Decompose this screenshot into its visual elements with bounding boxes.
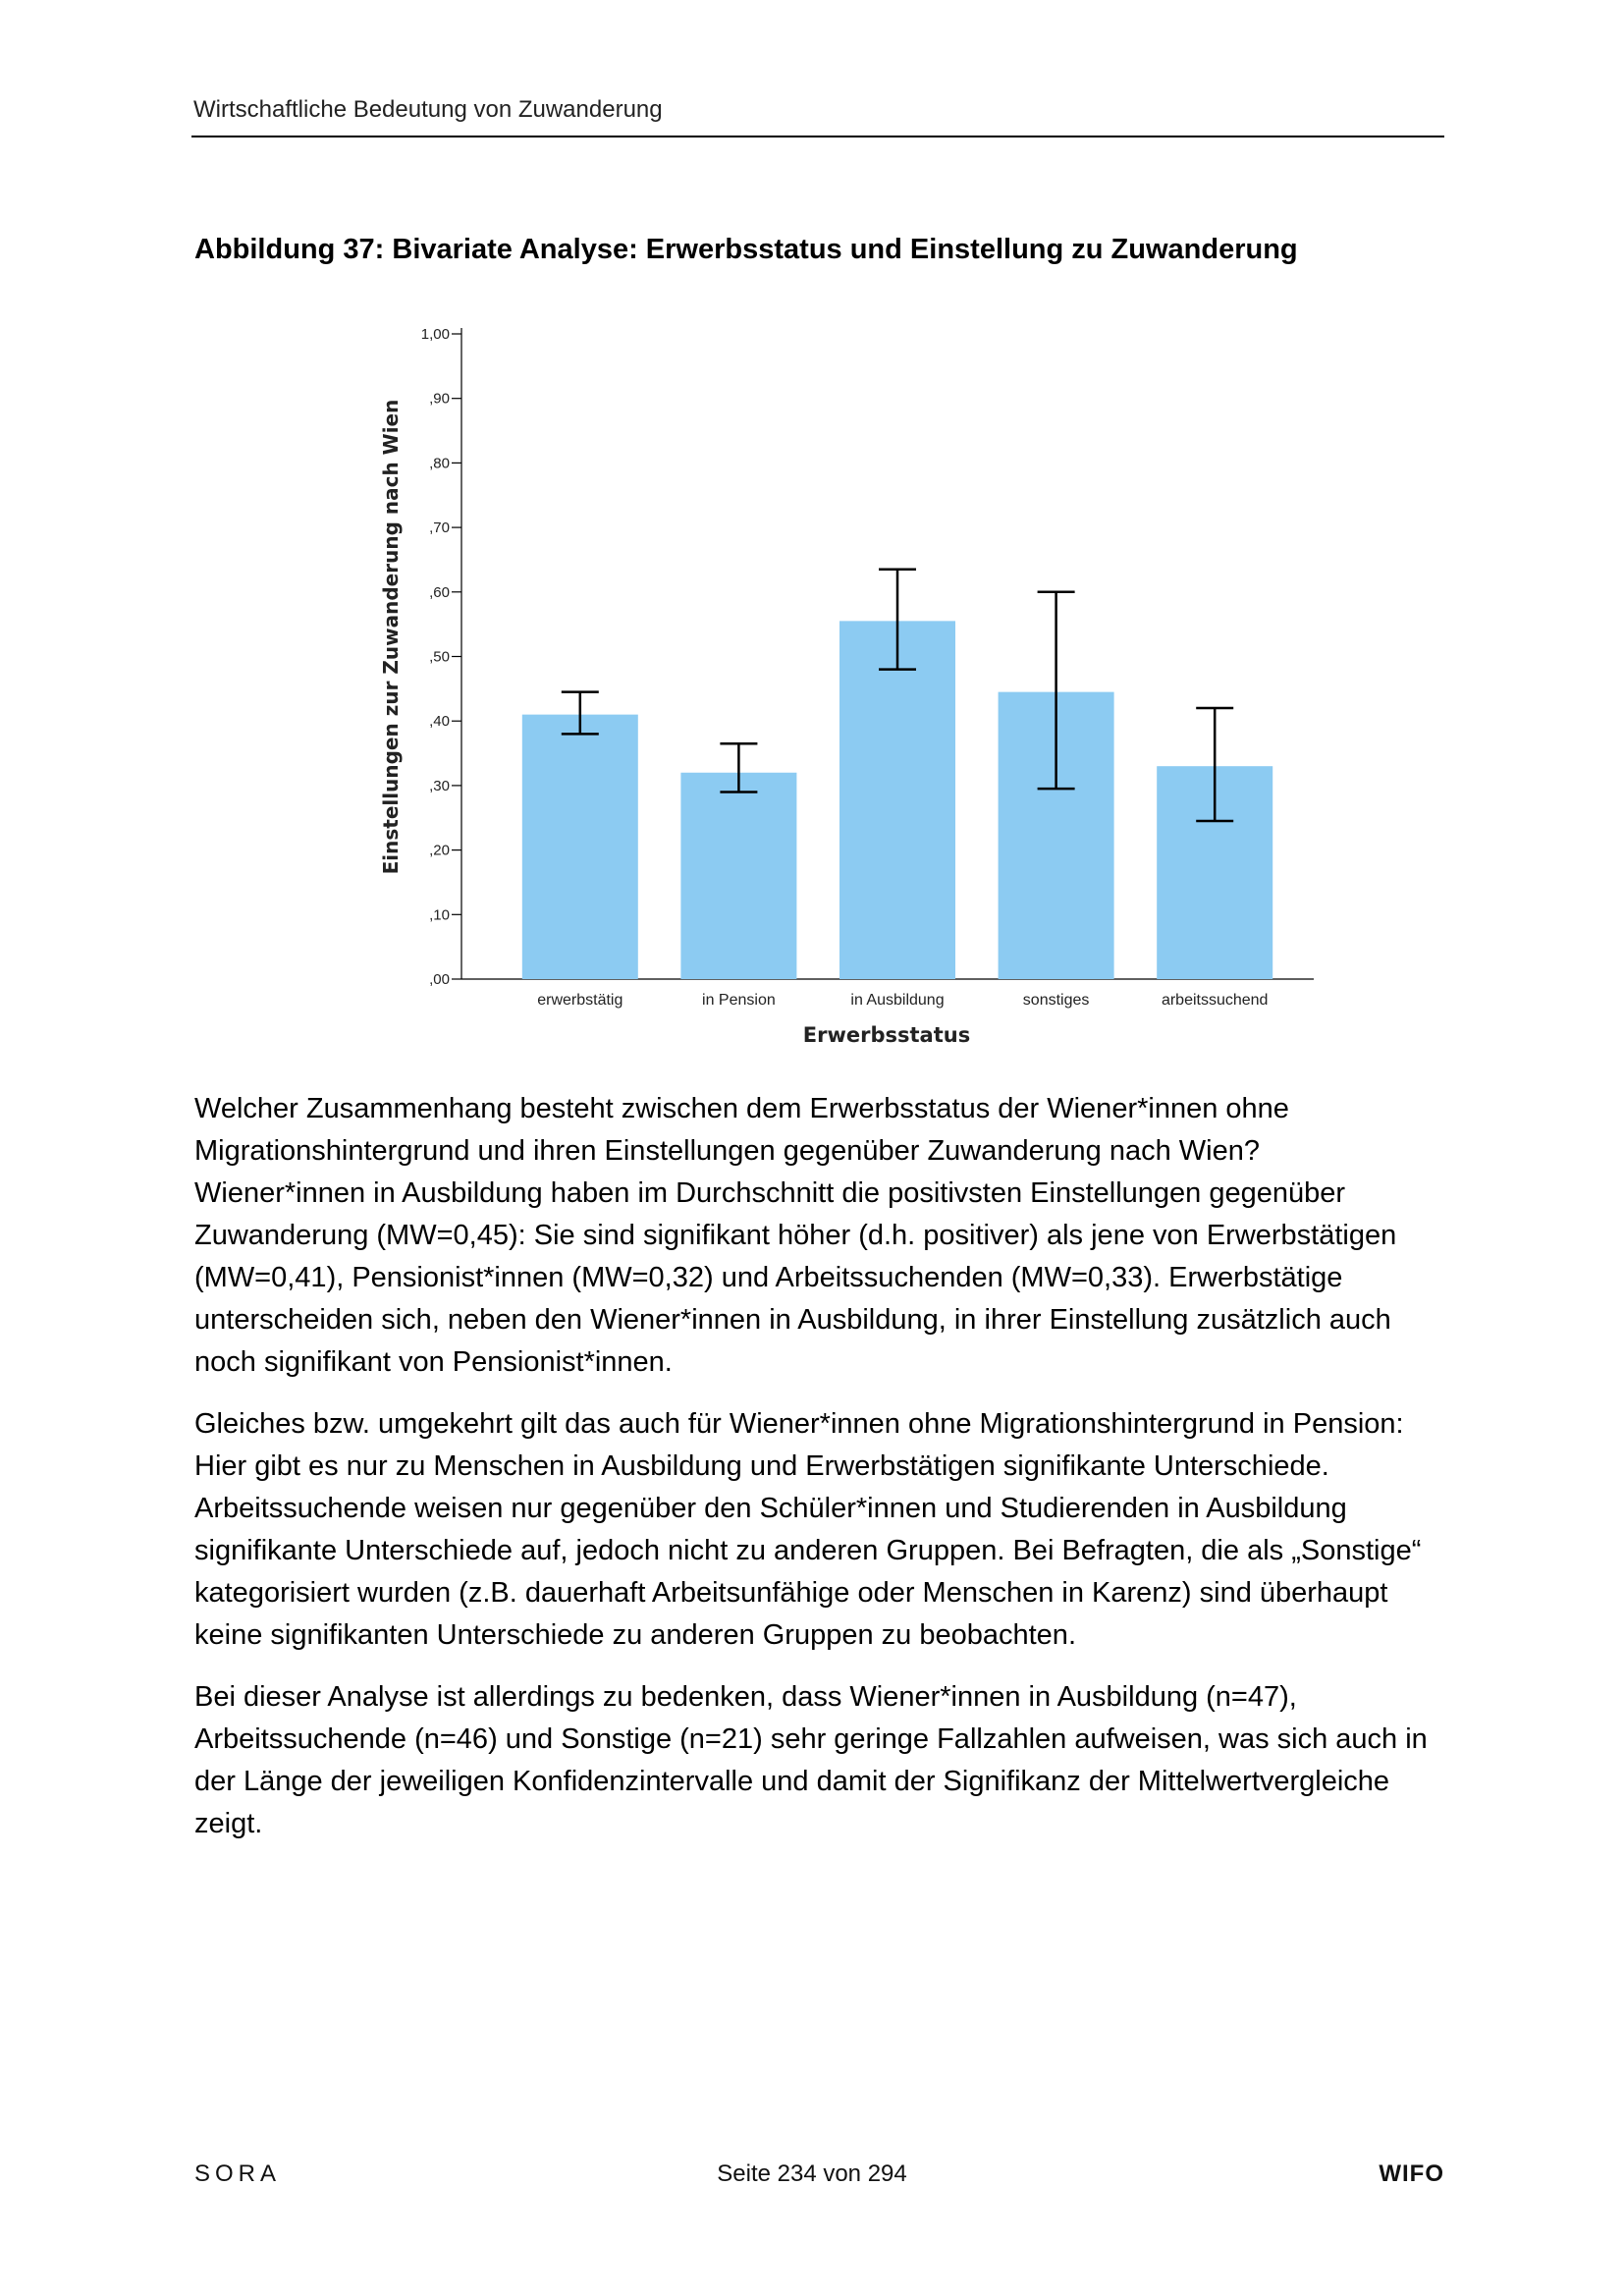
paragraph-2: Gleiches bzw. umgekehrt gilt das auch für Wiener*innen ohne Migrationshintergrund in Pension: Hier gibt es nur zu Menschen in Ausbildung und Erwerbstätigen signifikante Unterschiede. Arbeitssuchende weisen nur gegenüber den Schüler*innen und Studierenden in Ausbildung signifikante Unterschiede auf, jedoch nicht zu anderen Gruppen. Bei Befragten, die als „Sonstige“ kategorisiert wurden (z.B. dauerhaft Arbeitsunfähige oder Menschen in Karenz) sind überhaupt keine signifikanten Unterschiede zu anderen Gruppen zu beobachten.: [194, 1408, 1422, 1651]
bar-chart-svg: [363, 295, 1335, 1061]
bar: [680, 773, 796, 979]
y-tick-label: ,90: [429, 390, 450, 408]
y-tick-label: ,80: [429, 455, 450, 472]
bar: [522, 715, 638, 979]
x-tick-label: sonstiges: [1022, 992, 1090, 1009]
y-tick-label: ,30: [429, 777, 450, 794]
bar: [839, 621, 955, 979]
paragraph-3: Bei dieser Analyse ist allerdings zu bedenken, dass Wiener*innen in Ausbildung (n=47), Arbeitssuchende (n=46) und Sonstige (n=21) sehr geringe Fallzahlen aufweisen, was sich auch in der Länge der jeweiligen Konfidenzintervalle und damit der Signifikanz der Mittelwertvergleiche zeigt.: [194, 1681, 1428, 1839]
y-tick-label: ,20: [429, 842, 450, 859]
body-text: [194, 1088, 1434, 1865]
x-tick-label: erwerbstätig: [537, 992, 623, 1009]
footer-publisher: SORA: [194, 2160, 282, 2187]
y-tick-label: ,10: [429, 906, 450, 924]
y-tick-label: 1,00: [420, 326, 450, 343]
footer-page-number: Seite 234 von 294: [717, 2160, 907, 2187]
header-rule: [191, 136, 1444, 137]
y-tick-label: ,50: [429, 648, 450, 666]
y-tick-label: ,60: [429, 583, 450, 601]
running-header: Wirtschaftliche Bedeutung von Zuwanderung: [193, 96, 663, 123]
y-tick-label: ,40: [429, 713, 450, 731]
figure-title: Abbildung 37: Bivariate Analyse: Erwerbsstatus und Einstellung zu Zuwanderung: [194, 234, 1298, 265]
y-tick-label: ,00: [429, 971, 450, 988]
x-tick-label: in Pension: [702, 992, 776, 1009]
x-axis-title: Erwerbsstatus: [802, 1023, 971, 1047]
y-tick-label: ,70: [429, 519, 450, 537]
paragraph-1: Welcher Zusammenhang besteht zwischen dem Erwerbsstatus der Wiener*innen ohne Migrationshintergrund und ihren Einstellungen gegenüber Zuwanderung nach Wien? Wiener*innen in Ausbildung haben im Durchschnitt die positivsten Einstellungen gegenüber Zuwanderung (MW=0,45): Sie sind signifikant höher (d.h. positiver) als jene von Erwerbstätigen (MW=0,41), Pensionist*innen (MW=0,32) und Arbeitssuchenden (MW=0,33). Erwerbstätige unterscheiden sich, neben den Wiener*innen in Ausbildung, in ihrer Einstellung zusätzlich auch noch signifikant von Pensionist*innen.: [194, 1093, 1397, 1378]
bar-chart: [363, 295, 1335, 1061]
y-axis-title: Einstellungen zur Zuwanderung nach Wien: [379, 399, 403, 875]
x-tick-label: in Ausbildung: [850, 992, 945, 1009]
x-tick-label: arbeitssuchend: [1161, 992, 1269, 1009]
footer-wifo-logo: WIFO: [1379, 2160, 1444, 2187]
